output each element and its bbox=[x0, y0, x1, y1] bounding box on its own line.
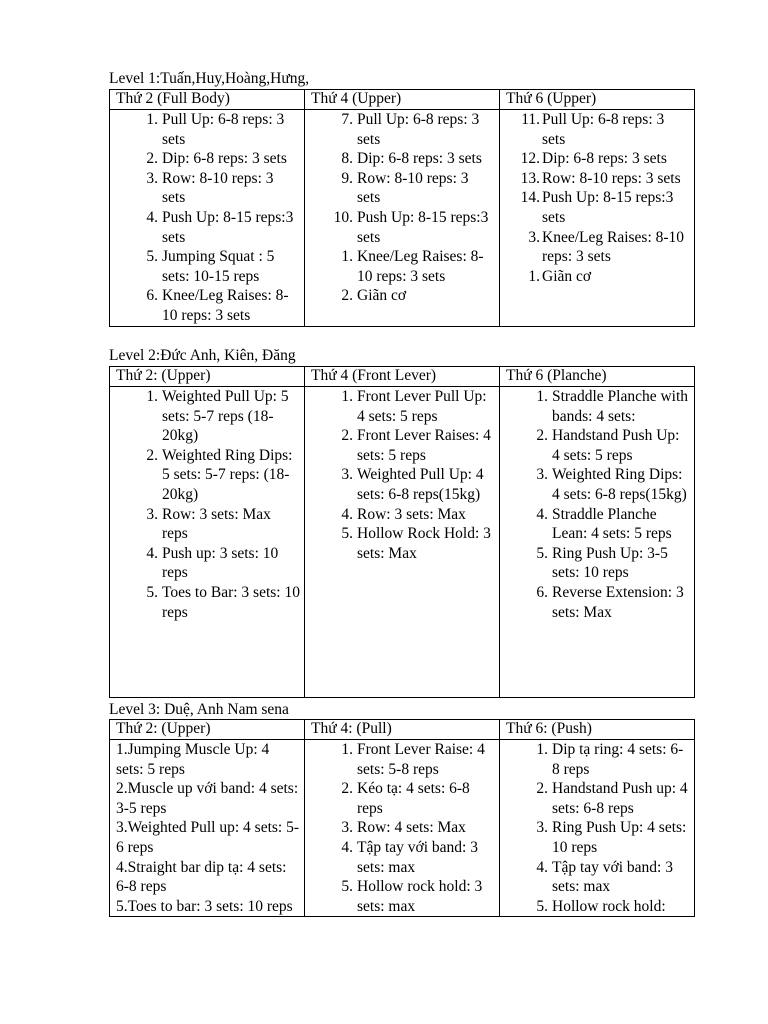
exercise-item bbox=[311, 110, 495, 149]
exercise-item bbox=[506, 858, 690, 897]
level-3-day-3-cell bbox=[500, 740, 695, 917]
exercise-item bbox=[116, 286, 300, 325]
item-text: Straddle Planche Lean: 4 sets: 5 reps bbox=[552, 505, 672, 543]
item-number: 1. bbox=[528, 267, 540, 285]
item-number: 3. bbox=[536, 819, 548, 837]
level-1-day-3-header: Thứ 6 (Upper) bbox=[500, 90, 695, 110]
level-2-day-2-cell bbox=[305, 387, 500, 698]
item-number: 4. bbox=[341, 838, 353, 856]
item-text: Front Lever Raise: 4 sets: 5-8 reps bbox=[357, 741, 485, 778]
exercise-item bbox=[506, 465, 690, 504]
item-number: 2. bbox=[341, 780, 353, 798]
item-number: 1. bbox=[146, 111, 158, 128]
item-text: Dip: 6-8 reps: 3 sets bbox=[162, 150, 287, 168]
item-text: Row: 8-10 reps: 3 sets bbox=[542, 169, 681, 187]
exercise-item bbox=[311, 387, 495, 426]
exercise-item bbox=[506, 169, 690, 189]
exercise-item bbox=[506, 228, 690, 267]
item-text: Row: 8-10 reps: 3 sets bbox=[357, 169, 469, 207]
item-text: Weighted Ring Dips: 5 sets: 5-7 reps: (18-20kg) bbox=[162, 446, 293, 503]
exercise-item bbox=[311, 208, 495, 247]
item-text: Ring Push Up: 3-5 sets: 10 reps bbox=[552, 544, 668, 582]
item-number: 2. bbox=[146, 150, 158, 168]
exercise-item bbox=[311, 505, 495, 525]
item-number: 14. bbox=[520, 189, 540, 207]
item-number: 5. bbox=[341, 878, 353, 896]
item-number: 4. bbox=[146, 544, 158, 562]
item-number: 3. bbox=[341, 819, 353, 837]
exercise-item bbox=[506, 505, 690, 544]
item-number: 6. bbox=[146, 287, 158, 305]
exercise-item bbox=[311, 779, 495, 818]
item-text: Row: 4 sets: Max bbox=[357, 819, 466, 837]
exercise-item bbox=[506, 426, 690, 465]
level-2-day-1-cell bbox=[110, 387, 305, 698]
item-text: Reverse Extension: 3 sets: Max bbox=[552, 583, 684, 621]
item-text: Weighted Pull Up: 5 sets: 5-7 reps (18-20kg) bbox=[162, 388, 289, 445]
item-text: Straddle Planche with bands: 4 sets: bbox=[552, 388, 689, 425]
item-text: Push up: 3 sets: 10 reps bbox=[162, 544, 279, 582]
exercise-item bbox=[116, 583, 300, 622]
item-text: Giãn cơ bbox=[357, 287, 407, 305]
exercise-item bbox=[311, 740, 495, 779]
exercise-item bbox=[311, 877, 495, 916]
item-number: 8. bbox=[341, 150, 353, 168]
item-number: 1. bbox=[341, 388, 353, 405]
exercise-item: 2.Muscle up với band: 4 sets: 3-5 reps bbox=[116, 780, 299, 817]
level-3-day-1-header: Thứ 2: (Upper) bbox=[110, 720, 305, 740]
item-number: 3. bbox=[146, 169, 158, 187]
item-number: 2. bbox=[536, 427, 548, 445]
exercise-item bbox=[506, 897, 690, 917]
level-2-table bbox=[109, 366, 695, 698]
item-number: 4. bbox=[536, 505, 548, 523]
level-1-header-row bbox=[110, 90, 695, 110]
level-2-day-3-header: Thứ 6 (Planche) bbox=[500, 367, 695, 387]
level-2-body-row bbox=[110, 387, 695, 698]
item-text: Knee/Leg Raises: 8-10 reps: 3 sets bbox=[162, 287, 289, 324]
exercise-item bbox=[311, 286, 495, 306]
exercise-item bbox=[506, 188, 690, 227]
item-number: 5. bbox=[536, 897, 548, 915]
item-number: 9. bbox=[341, 169, 353, 187]
level-1-day-2-cell bbox=[305, 110, 500, 327]
exercise-item bbox=[116, 169, 300, 208]
exercise-item bbox=[116, 387, 300, 446]
exercise-item bbox=[311, 149, 495, 169]
level-3-body-row bbox=[110, 740, 695, 917]
item-text: Giãn cơ bbox=[542, 267, 592, 285]
item-text: Dip tạ ring: 4 sets: 6-8 reps bbox=[552, 741, 684, 778]
item-text: Ring Push Up: 4 sets: 10 reps bbox=[552, 819, 687, 856]
item-number: 7. bbox=[341, 111, 353, 128]
level-2-day-3-cell bbox=[500, 387, 695, 698]
item-number: 1. bbox=[146, 388, 158, 405]
exercise-item bbox=[116, 149, 300, 169]
item-number: 5. bbox=[536, 544, 548, 562]
exercise-item bbox=[116, 247, 300, 286]
item-number: 4. bbox=[536, 858, 548, 876]
exercise-item: 4.Straight bar dip tạ: 4 sets: 6-8 reps bbox=[116, 858, 287, 896]
item-text: Pull Up: 6-8 reps: 3 sets bbox=[542, 111, 665, 148]
exercise-item bbox=[506, 818, 690, 857]
exercise-item bbox=[506, 110, 690, 149]
item-text: Pull Up: 6-8 reps: 3 sets bbox=[162, 111, 285, 148]
level-1-day-3-cell bbox=[500, 110, 695, 327]
item-number: 6. bbox=[536, 583, 548, 601]
item-number: 4. bbox=[341, 505, 353, 523]
item-number: 3. bbox=[146, 505, 158, 523]
exercise-item: 5.Toes to bar: 3 sets: 10 reps bbox=[116, 897, 293, 915]
item-number: 3. bbox=[528, 228, 540, 246]
item-text: Hollow rock hold: bbox=[552, 897, 666, 915]
item-text: Pull Up: 6-8 reps: 3 sets bbox=[357, 111, 480, 148]
exercise-item: 1.Jumping Muscle Up: 4 sets: 5 reps bbox=[116, 741, 270, 778]
exercise-item bbox=[311, 426, 495, 465]
item-number: 1. bbox=[536, 741, 548, 758]
exercise-item bbox=[506, 387, 690, 426]
exercise-item bbox=[506, 779, 690, 818]
item-text: Row: 3 sets: Max reps bbox=[162, 505, 271, 543]
exercise-item bbox=[311, 818, 495, 838]
item-number: 2. bbox=[341, 287, 353, 305]
item-number: 2. bbox=[536, 780, 548, 798]
item-text: Weighted Pull Up: 4 sets: 6-8 reps(15kg) bbox=[357, 466, 484, 503]
exercise-item bbox=[311, 838, 495, 877]
item-text: Handstand Push up: 4 sets: 6-8 reps bbox=[552, 780, 688, 817]
exercise-item bbox=[506, 149, 690, 169]
item-text: Hollow rock hold: 3 sets: max bbox=[357, 878, 483, 915]
item-text: Kéo tạ: 4 sets: 6-8 reps bbox=[357, 780, 470, 817]
item-number: 10. bbox=[333, 208, 353, 226]
item-number: 2. bbox=[341, 427, 353, 445]
level-2-header-row bbox=[110, 367, 695, 387]
item-text: Push Up: 8-15 reps:3 sets bbox=[357, 208, 489, 246]
item-text: Dip: 6-8 reps: 3 sets bbox=[542, 150, 667, 168]
item-text: Knee/Leg Raises: 8-10 reps: 3 sets bbox=[357, 248, 484, 285]
level-1-day-2-header: Thứ 4 (Upper) bbox=[305, 90, 500, 110]
item-number: 5. bbox=[146, 248, 158, 266]
item-text: Toes to Bar: 3 sets: 10 reps bbox=[162, 583, 300, 621]
item-number: 5. bbox=[341, 525, 353, 543]
item-text: Handstand Push Up: 4 sets: 5 reps bbox=[552, 427, 680, 464]
exercise-item bbox=[116, 110, 300, 149]
exercise-item: 3.Weighted Pull up: 4 sets: 5-6 reps bbox=[116, 819, 300, 856]
item-text: Hollow Rock Hold: 3 sets: Max bbox=[357, 525, 491, 562]
exercise-item bbox=[506, 583, 690, 622]
item-number: 2. bbox=[146, 446, 158, 464]
level-1-table bbox=[109, 89, 695, 327]
level-2-day-2-header: Thứ 4 (Front Lever) bbox=[305, 367, 500, 387]
item-text: Knee/Leg Raises: 8-10 reps: 3 sets bbox=[542, 228, 685, 266]
level-1-body-row bbox=[110, 110, 695, 327]
item-number: 3. bbox=[341, 466, 353, 484]
item-text: Weighted Ring Dips: 4 sets: 6-8 reps(15kg) bbox=[552, 466, 687, 503]
item-text: Jumping Squat : 5 sets: 10-15 reps bbox=[162, 248, 275, 285]
exercise-item bbox=[506, 267, 690, 287]
exercise-item bbox=[116, 446, 300, 505]
exercise-item bbox=[116, 505, 300, 544]
level-3-table bbox=[109, 719, 695, 917]
exercise-item bbox=[311, 465, 495, 504]
exercise-item bbox=[116, 544, 300, 583]
level-3-title: Level 3: Duệ, Anh Nam sena bbox=[109, 701, 289, 718]
item-text: Push Up: 8-15 reps:3 sets bbox=[162, 208, 294, 246]
level-2-title: Level 2:Đức Anh, Kiên, Đăng bbox=[109, 347, 296, 364]
level-3-day-2-header: Thứ 4: (Pull) bbox=[305, 720, 500, 740]
item-number: 1. bbox=[536, 388, 548, 405]
item-number: 13. bbox=[520, 169, 540, 187]
item-number: 1. bbox=[341, 248, 353, 266]
level-1-day-1-cell bbox=[110, 110, 305, 327]
item-number: 5. bbox=[146, 583, 158, 601]
item-text: Push Up: 8-15 reps:3 sets bbox=[542, 189, 674, 226]
level-3-header-row bbox=[110, 720, 695, 740]
level-3-day-2-cell bbox=[305, 740, 500, 917]
exercise-item bbox=[116, 208, 300, 247]
exercise-item bbox=[311, 524, 495, 563]
level-2-day-1-header: Thứ 2: (Upper) bbox=[110, 367, 305, 387]
item-text: Row: 3 sets: Max bbox=[357, 505, 466, 523]
level-3-day-3-header: Thứ 6: (Push) bbox=[500, 720, 695, 740]
item-text: Front Lever Pull Up: 4 sets: 5 reps bbox=[357, 388, 487, 425]
item-text: Tập tay với band: 3 sets: max bbox=[552, 858, 673, 896]
level-1-day-1-header: Thứ 2 (Full Body) bbox=[110, 90, 305, 110]
level-3-day-1-cell bbox=[110, 740, 305, 917]
item-number: 11. bbox=[521, 111, 540, 128]
item-text: Tập tay với band: 3 sets: max bbox=[357, 838, 478, 876]
item-text: Front Lever Raises: 4 sets: 5 reps bbox=[357, 427, 491, 464]
item-number: 1. bbox=[341, 741, 353, 758]
item-number: 4. bbox=[146, 208, 158, 226]
exercise-item bbox=[311, 247, 495, 286]
exercise-item bbox=[506, 544, 690, 583]
item-text: Row: 8-10 reps: 3 sets bbox=[162, 169, 274, 207]
level-1-title: Level 1:Tuấn,Huy,Hoàng,Hưng, bbox=[109, 70, 310, 87]
exercise-item bbox=[506, 740, 690, 779]
item-number: 12. bbox=[520, 150, 540, 168]
item-number: 3. bbox=[536, 466, 548, 484]
item-text: Dip: 6-8 reps: 3 sets bbox=[357, 150, 482, 168]
exercise-item bbox=[311, 169, 495, 208]
